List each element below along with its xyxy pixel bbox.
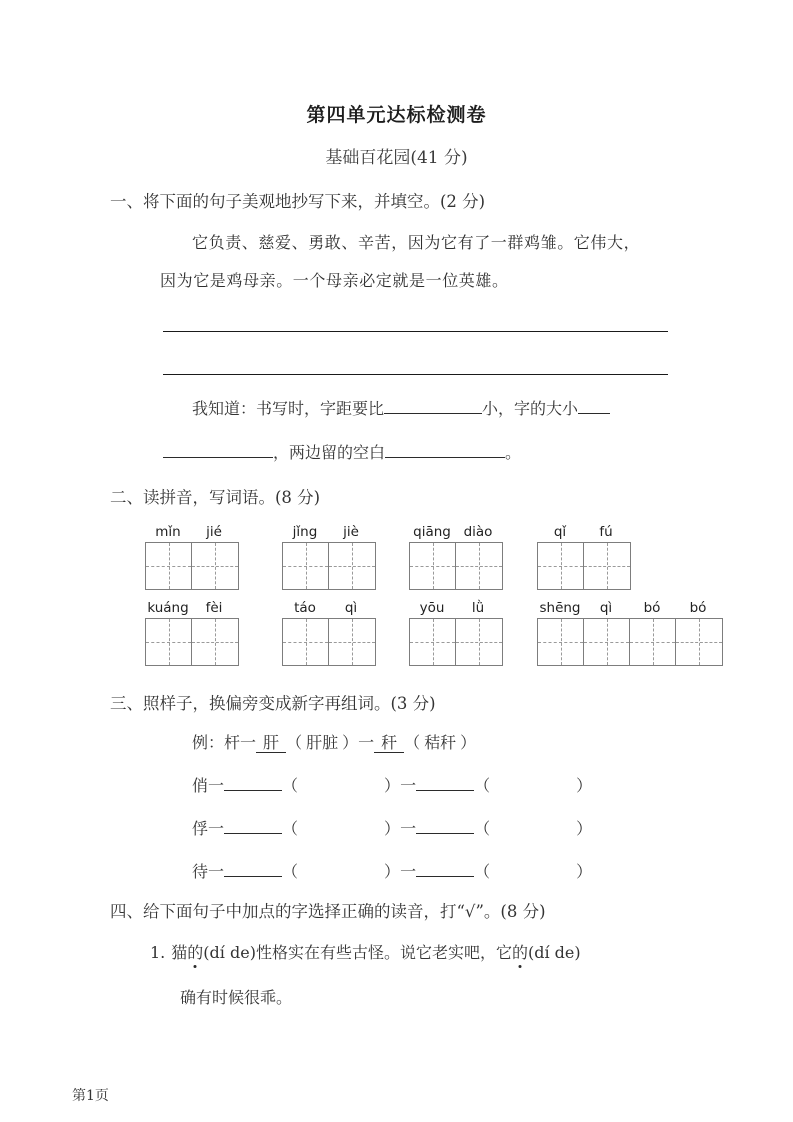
row-arrow: 一 (208, 776, 225, 795)
tianzige-cell[interactable] (584, 543, 630, 589)
example-word-2: 秸秆 (424, 733, 457, 752)
tianzige-cell[interactable] (410, 619, 456, 665)
pinyin-grid-group-2 (282, 524, 376, 590)
example-paren-close: ） (342, 733, 359, 752)
row-paren-close: ） (384, 776, 401, 795)
tianzige-cell[interactable] (538, 619, 584, 665)
dotted-char: 的 (512, 940, 528, 963)
answer-blank-char[interactable] (224, 774, 282, 791)
tianzige-cell[interactable] (329, 619, 375, 665)
blank-field-3[interactable] (163, 441, 273, 458)
row-paren-close-2: ） (576, 776, 593, 795)
tianzige-cell[interactable] (283, 543, 329, 589)
pinyin-syllable: lǜ (471, 600, 485, 616)
tianzige-cell[interactable] (538, 543, 584, 589)
question-4-heading: 四、给下面句子中加点的字选择正确的读音，打“√”。(8 分) (110, 902, 546, 921)
tianzige-cell[interactable] (283, 619, 329, 665)
page-footer: 第1页 (72, 1088, 109, 1104)
pinyin-grid-group-1 (145, 524, 239, 590)
know-prefix-text: 我知道：书写时，字距要比 (192, 399, 385, 418)
row-arrow: 一 (208, 819, 225, 838)
page-subtitle: 基础百花园(41 分) (325, 148, 468, 168)
tianzige-boxes[interactable] (282, 542, 376, 590)
passage-line-1: 它负责、慈爱、勇敢、辛苦，因为它有了一群鸡雏。它伟大， (192, 233, 641, 252)
row-base-char: 待 (192, 862, 209, 881)
tianzige-cell[interactable] (456, 619, 502, 665)
answer-blank-char[interactable] (224, 817, 282, 834)
pinyin-syllable: jǐng (292, 524, 318, 540)
example-arrow: 一 (240, 733, 257, 752)
exercise-row (192, 859, 592, 882)
row-paren-open-2: （ (474, 776, 491, 795)
pinyin-syllable: yōu (419, 600, 445, 616)
example-arrow-2: 一 (358, 733, 375, 752)
know-mid2-text: ，两边留的空白 (273, 443, 386, 462)
row-paren-close-2: ） (576, 862, 593, 881)
tianzige-cell[interactable] (584, 619, 630, 665)
pinyin-labels (145, 524, 239, 540)
pinyin-options-2[interactable]: (dí de) (527, 943, 581, 962)
tianzige-boxes[interactable] (537, 542, 631, 590)
blank-field-1[interactable] (384, 397, 482, 414)
pinyin-labels (537, 600, 723, 616)
pinyin-syllable: fú (599, 524, 613, 540)
pinyin-grid-group-4 (537, 524, 631, 590)
tianzige-boxes[interactable] (282, 618, 376, 666)
answer-blank-char[interactable] (416, 774, 474, 791)
row-arrow-2: 一 (400, 862, 417, 881)
pinyin-labels (282, 524, 376, 540)
page-title: 第四单元达标检测卷 (306, 104, 487, 126)
row-paren-close: ） (384, 819, 401, 838)
answer-blank-char[interactable] (416, 860, 474, 877)
pinyin-syllable: qì (599, 600, 613, 616)
pinyin-syllable: jié (206, 524, 222, 540)
writing-rule-line-2 (163, 374, 668, 375)
tianzige-cell[interactable] (676, 619, 722, 665)
tianzige-cell[interactable] (410, 543, 456, 589)
pinyin-syllable: bó (689, 600, 707, 616)
tianzige-cell[interactable] (192, 619, 238, 665)
know-statement-line-2 (163, 440, 521, 463)
tianzige-cell[interactable] (456, 543, 502, 589)
item-text-segment-2: 性格实在有些古怪。说它老实吧，它 (255, 943, 512, 962)
example-base-char: 杆 (224, 733, 241, 752)
pinyin-grid-group-5 (145, 600, 239, 666)
answer-blank-char[interactable] (224, 860, 282, 877)
dotted-char: 的 (187, 940, 203, 963)
row-paren-close-2: ） (576, 819, 593, 838)
pinyin-labels (282, 600, 376, 616)
blank-field-2[interactable] (578, 397, 610, 414)
row-arrow-2: 一 (400, 776, 417, 795)
know-suffix-text: 。 (505, 443, 522, 462)
tianzige-boxes[interactable] (409, 542, 503, 590)
pinyin-labels (145, 600, 239, 616)
writing-rule-line-1 (163, 331, 668, 332)
pinyin-syllable: mǐn (155, 524, 181, 540)
pinyin-syllable: diào (463, 524, 493, 540)
pinyin-syllable: bó (643, 600, 661, 616)
tianzige-boxes[interactable] (537, 618, 723, 666)
row-paren-close: ） (384, 862, 401, 881)
pinyin-grid-group-3 (409, 524, 503, 590)
question-2-heading: 二、读拼音，写词语。(8 分) (110, 488, 321, 507)
tianzige-cell[interactable] (630, 619, 676, 665)
tianzige-boxes[interactable] (145, 618, 239, 666)
exercise-row (192, 816, 592, 839)
example-new-char-2: 秆 (374, 733, 404, 753)
row-paren-open: （ (282, 776, 299, 795)
exercise-row (192, 773, 592, 796)
question-1-heading: 一、将下面的句子美观地抄写下来，并填空。(2 分) (110, 192, 486, 211)
pinyin-syllable: shēng (539, 600, 581, 616)
answer-blank-char[interactable] (416, 817, 474, 834)
item-number: 1. (150, 943, 166, 962)
row-arrow: 一 (208, 862, 225, 881)
example-line (192, 730, 476, 753)
row-paren-open: （ (282, 862, 299, 881)
example-word-1: 肝脏 (306, 733, 339, 752)
question-4-item-1-line-2: 确有时候很乖。 (180, 988, 293, 1007)
pinyin-labels (409, 524, 503, 540)
pinyin-syllable: jiè (343, 524, 359, 540)
pinyin-syllable: kuáng (147, 600, 189, 616)
example-label: 例： (192, 733, 225, 752)
question-3-heading: 三、照样子，换偏旁变成新字再组词。(3 分) (110, 694, 436, 713)
pinyin-syllable: qì (344, 600, 358, 616)
pinyin-syllable: fèi (205, 600, 223, 616)
tianzige-cell[interactable] (192, 543, 238, 589)
question-4-item-1-line-1 (150, 940, 581, 963)
row-paren-open: （ (282, 819, 299, 838)
pinyin-labels (409, 600, 503, 616)
know-statement-line-1 (192, 396, 610, 419)
example-paren-open-2: （ (404, 733, 421, 752)
pinyin-options-1[interactable]: (dí de) (203, 943, 256, 962)
pinyin-grid-group-7 (409, 600, 503, 666)
pinyin-grid-group-8 (537, 600, 723, 666)
tianzige-boxes[interactable] (145, 542, 239, 590)
pinyin-syllable: qǐ (553, 524, 567, 540)
pinyin-syllable: qiāng (413, 524, 451, 540)
pinyin-labels (537, 524, 631, 540)
row-base-char: 俏 (192, 776, 209, 795)
blank-field-4[interactable] (385, 441, 505, 458)
example-paren-close-2: ） (460, 733, 477, 752)
example-paren-open: （ (286, 733, 303, 752)
tianzige-cell[interactable] (329, 543, 375, 589)
row-base-char: 俘 (192, 819, 209, 838)
tianzige-cell[interactable] (146, 543, 192, 589)
pinyin-syllable: táo (294, 600, 316, 616)
row-arrow-2: 一 (400, 819, 417, 838)
pinyin-grid-group-6 (282, 600, 376, 666)
row-paren-open-2: （ (474, 819, 491, 838)
tianzige-boxes[interactable] (409, 618, 503, 666)
know-mid1-text: 小，字的大小 (482, 399, 579, 418)
row-paren-open-2: （ (474, 862, 491, 881)
passage-line-2: 因为它是鸡母亲。一个母亲必定就是一位英雄。 (160, 271, 509, 290)
tianzige-cell[interactable] (146, 619, 192, 665)
example-new-char-1: 肝 (256, 733, 286, 753)
item-text-segment-1: 猫 (171, 943, 188, 962)
